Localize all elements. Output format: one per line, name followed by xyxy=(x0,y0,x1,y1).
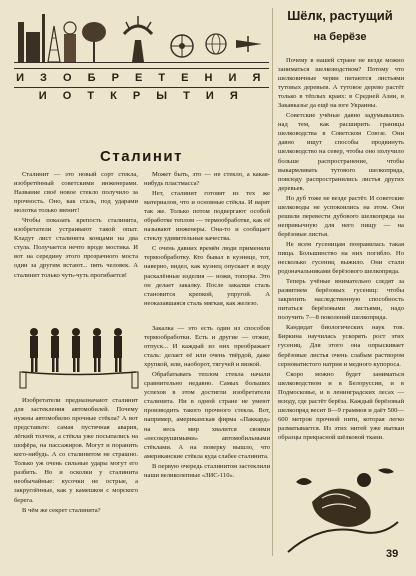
paragraph: Но дуб тоже не везде растёт. И советские шелководы не успокоились на этом. Они решили перевести дубового шелкопряда на непривычную для него пищу — на берёзовые листья. xyxy=(278,194,404,238)
silkworm-on-branch-illustration xyxy=(282,462,402,560)
paragraph: Кандидат биологических наук тов. Биркина научилась ускорять рост этих гусениц. Для этого она опрыскивает берёзовые листья очень слабым раствором серноватистого натрия и медного купороса. xyxy=(278,324,404,368)
right-article-title-line1: Шёлк, растущий xyxy=(287,8,393,23)
paragraph: Обрабатывать теплом стекла начали сравнительно недавно. Самых больших успехов в этом достигли изобретатели сталинита. Ни в одной стране не умеют производить такого прочного стекла. Вот, например, американская фирма «Паккард» на весь мир хвалится своими «несокрушимыми» автомобильными стёклами. А на поверку вышло, что американские стёкла куда слабее сталинита. xyxy=(144,371,270,460)
section-header xyxy=(14,4,269,102)
main-article-left-column-lower xyxy=(14,396,138,515)
main-article-middle-column xyxy=(144,170,270,308)
main-article-title: Сталинит xyxy=(100,148,183,165)
paragraph: Может быть, это — не стекло, а какая-нибудь пластмасса? xyxy=(144,171,270,188)
page-number: 39 xyxy=(386,548,399,560)
main-article-middle-column-lower xyxy=(144,324,270,480)
right-article-title xyxy=(276,8,404,45)
paragraph: В первую очередь сталинитом застеклили наши великолепные «ЗИС-110». xyxy=(144,462,270,479)
paragraph: Закалка — это есть один из способов термообработки. Есть и другие — отжиг, отпуск... И каждый из них преображает сталь: делает её или очень твёрдой, даже хрупкой, или, наоборот, тягучей и вязкой. xyxy=(144,325,270,369)
paragraph: Скоро можно будет заниматься шелководством и в Белоруссии, и в Подмосковье, и в ленинградских лесах — всюду, где растёт берёза. Каждый берёзовый шелкопряд весит 8—9 граммов и даёт 500—600 метров прочной нити, которая легко разматывается. Из этих нитей уже выткан образцы прекрасной шёлковой ткани. xyxy=(278,370,404,441)
paragraph: Теперь учёные внимательно следят за развитием берёзовых гусениц: чтобы закрепить наследственную способность питаться берёзовыми листьями, надо получить 7—8 поколений шелкопряда. xyxy=(278,278,404,322)
industrial-landscape-illustration xyxy=(14,4,269,66)
paragraph: Сталинит — это новый сорт стекла, изобретённый советскими инженерами. Название своё новое стекло получило за прочность. Оно, как сталь, под ударами молотка только звенит! xyxy=(14,171,138,215)
column-divider xyxy=(272,8,273,556)
paragraph: Почему в нашей стране не везде можно заниматься шелководством? Потому что шелковичные черви питаются листьями тутовых деревьев. А тутовое дерево растёт только в тёплых краях: в Средней Азии, в Закавказье да ещё на юге Украины. xyxy=(278,57,404,110)
paragraph: Чтобы показать крепость сталинита, изобретатели устраивают такой опыт. Кладут лист сталинита концами на два стула. Получается нечто вроде мостика. И вот на середину этого прозрачного моста один за другим встают... пять человек. А сталинит только чуть-чуть прогибается! xyxy=(14,217,138,279)
paragraph: Изобретатели предназначают сталинит для застекления автомобилей. Почему нужны автомобилю прочные стёкла? А вот представьте: самая пустячная авария, лёгкий толчок, а стёкла уже посыпались на шофёра, на пассажиров. Могут и поранить кого-нибудь. А со сталинитом не страшно. Только уж очень сильные удары могут его разбить. Но и осколки у сталинита необычайные: кусочки не острые, а закруглённые, как у камешков с морского берега. xyxy=(14,397,138,504)
right-article-body xyxy=(278,56,404,442)
section-title: И З О Б Р Е Т Е Н И Я И О Т К Р Ы Т И Я xyxy=(14,68,269,88)
right-article-title-line2: на берёзе xyxy=(313,31,367,43)
people-on-glass-illustration xyxy=(18,322,140,392)
paragraph: Нет, сталинит готовят из тех же материалов, что и основные стёкла. И варят так же. Только потом подвергают особой обработке теплом — термообработке, как её называют инженеры. Она-то и сообщает стеклу удивительные качества. xyxy=(144,190,270,243)
paragraph: В чём же секрет сталинита? xyxy=(22,506,101,514)
paragraph: С очень давних времён люди применяли термообработку. Кто бывал в кузнице, тот, наверно, видел, как кузнец опускает в воду раскалённые изделия — ножи, топоры. Это он делает закалку. После закалки сталь становится крепкой, упругой. А неоказавшаяся сталь мягкая, как железо. xyxy=(144,245,270,307)
paragraph: Советские учёные давно задумывались над тем, как расширить границы шелководства в Советском Союзе. Они давно ищут способы продвинуть шелководство на север, чтобы оно получило больше распространение, чтобы выкармливать тутового шелкопряда, повсюду распространились листья других деревьев. xyxy=(278,112,404,192)
right-article-header xyxy=(276,8,404,55)
main-article-left-column xyxy=(14,170,138,280)
paragraph: Не всем гусеницам понравилась такая пища. Большинство на них погибло. Но несколько гусениц выжило. Они стали родоначальниками берёзового шелкопряда. xyxy=(278,240,404,276)
